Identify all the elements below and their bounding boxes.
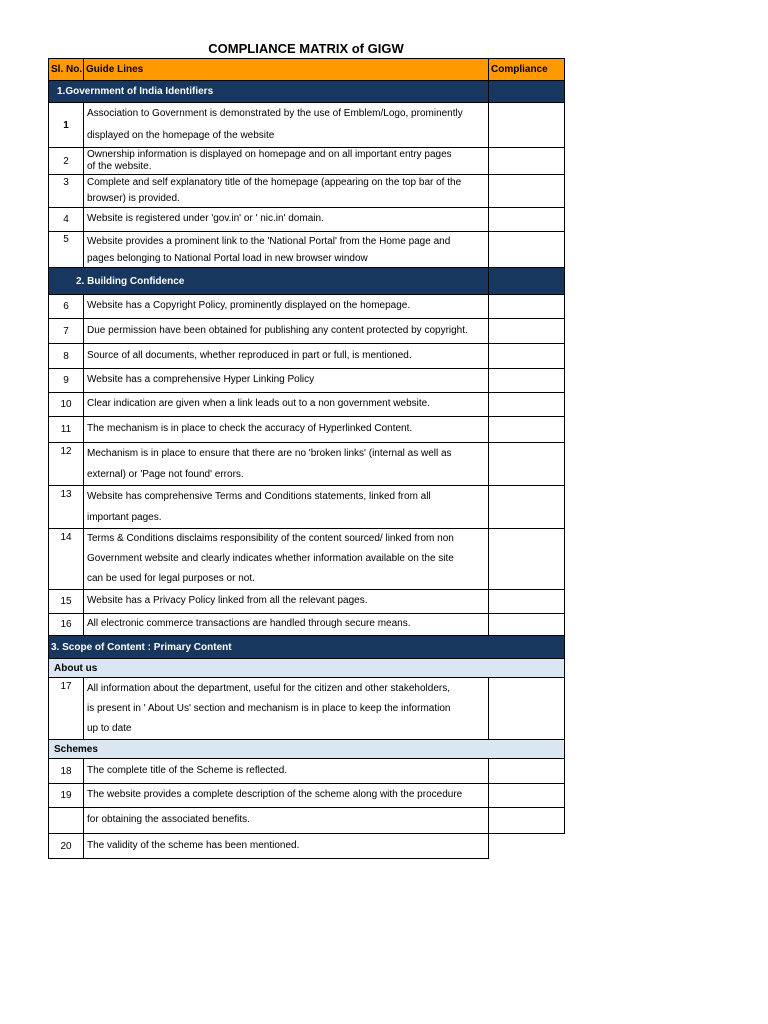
table-row <box>49 208 565 232</box>
compliance-cell[interactable] <box>489 103 565 148</box>
row-number: 15 <box>49 590 84 614</box>
row-line: Website has a Copyright Policy, prominently displayed on the homepage. <box>87 300 411 312</box>
header-compliance: Compliance <box>489 59 565 81</box>
compliance-cell[interactable] <box>489 678 565 740</box>
row-line: can be used for legal purposes or not. <box>87 573 255 584</box>
row-text <box>84 590 489 614</box>
table-row <box>49 369 565 393</box>
row-text <box>84 529 489 590</box>
section-label: 2. Building Confidence <box>49 268 489 295</box>
row-number: 19 <box>49 784 84 808</box>
row-line: Source of all documents, whether reproduced in part or full, is mentioned. <box>87 349 412 361</box>
row-line: is present in ' About Us' section and mechanism is in place to keep the information <box>87 702 451 714</box>
section-row-3 <box>49 636 565 659</box>
row-line: pages belonging to National Portal load in new browser window <box>87 252 368 264</box>
table-row <box>49 295 565 319</box>
header-row <box>49 59 565 81</box>
subsection-label: Schemes <box>49 740 489 759</box>
row-text <box>84 148 489 175</box>
compliance-cell[interactable] <box>489 834 565 859</box>
row-number: 4 <box>49 208 84 232</box>
compliance-cell[interactable] <box>489 443 565 486</box>
table-row <box>49 759 565 784</box>
row-text <box>84 295 489 319</box>
row-line: Mechanism is in place to ensure that there are no 'broken links' (internal as well as <box>87 448 452 459</box>
row-text <box>84 208 489 232</box>
row-line: The website provides a complete description of the scheme along with the procedure <box>87 789 463 801</box>
row-text <box>84 443 489 486</box>
row-line: displayed on the homepage of the website <box>87 130 275 141</box>
row-text <box>84 175 489 208</box>
compliance-cell[interactable] <box>489 759 565 784</box>
row-text <box>84 232 489 268</box>
row-number: 13 <box>49 486 84 529</box>
subsection-row-schemes <box>49 740 565 759</box>
table-row <box>49 486 565 529</box>
section-row-1 <box>49 81 565 103</box>
row-text <box>84 319 489 344</box>
row-number: 5 <box>49 232 84 268</box>
row-number: 16 <box>49 614 84 636</box>
row-line: Ownership information is displayed on homepage and on all important entry pages <box>87 148 452 160</box>
compliance-cell[interactable] <box>489 319 565 344</box>
row-line: Complete and self explanatory title of the homepage (appearing on the top bar of the <box>87 177 462 188</box>
table-row <box>49 834 565 859</box>
row-number: 12 <box>49 443 84 486</box>
header-guide-lines: Guide Lines <box>84 59 489 81</box>
row-number: 8 <box>49 344 84 369</box>
table-row <box>49 590 565 614</box>
row-line: Association to Government is demonstrated by the use of Emblem/Logo, prominently <box>87 108 463 119</box>
table-row <box>49 148 565 175</box>
table-row <box>49 103 565 148</box>
row-number: 18 <box>49 759 84 784</box>
compliance-cell[interactable] <box>489 232 565 268</box>
compliance-cell[interactable] <box>489 417 565 443</box>
row-text <box>84 344 489 369</box>
compliance-cell[interactable] <box>489 208 565 232</box>
compliance-cell[interactable] <box>489 175 565 208</box>
row-line: external) or 'Page not found' errors. <box>87 469 244 480</box>
row-number <box>49 808 84 834</box>
compliance-cell[interactable] <box>489 344 565 369</box>
row-number: 10 <box>49 393 84 417</box>
row-line: Website provides a prominent link to the 'National Portal' from the Home page and <box>87 235 451 247</box>
row-number: 14 <box>49 529 84 590</box>
row-number: 7 <box>49 319 84 344</box>
compliance-cell[interactable] <box>489 614 565 636</box>
table-row <box>49 808 565 834</box>
table-row <box>49 614 565 636</box>
section-label: 3. Scope of Content : Primary Content <box>49 636 565 659</box>
row-text <box>84 759 489 784</box>
row-line: The complete title of the Scheme is reflected. <box>87 764 288 776</box>
section-blank <box>489 81 565 103</box>
row-text <box>84 678 489 740</box>
subsection-label: About us <box>49 659 489 678</box>
row-line: All information about the department, useful for the citizen and other stakeholders, <box>87 682 450 694</box>
row-text <box>84 834 489 859</box>
row-line: Website is registered under 'gov.in' or ' nic.in' domain. <box>87 213 324 225</box>
row-line: Website has a comprehensive Hyper Linking Policy <box>87 374 315 386</box>
row-text <box>84 393 489 417</box>
row-line: Due permission have been obtained for publishing any content protected by copyright. <box>87 324 468 336</box>
compliance-cell[interactable] <box>489 808 565 834</box>
row-number: 6 <box>49 295 84 319</box>
compliance-cell[interactable] <box>489 590 565 614</box>
row-number: 20 <box>49 834 84 859</box>
table-row <box>49 393 565 417</box>
page-title: COMPLIANCE MATRIX of GIGW <box>208 41 404 56</box>
row-text <box>84 417 489 443</box>
row-line: Terms & Conditions disclaims responsibility of the content sourced/ linked from non <box>87 533 454 544</box>
row-text <box>84 784 489 808</box>
row-number: 3 <box>49 175 84 208</box>
row-line: Website has comprehensive Terms and Conditions statements, linked from all <box>87 491 431 502</box>
row-line: browser) is provided. <box>87 193 180 204</box>
table-row <box>49 232 565 268</box>
subsection-blank <box>489 659 565 678</box>
table-row <box>49 678 565 740</box>
row-number: 9 <box>49 369 84 393</box>
row-text <box>84 808 489 834</box>
compliance-cell[interactable] <box>489 369 565 393</box>
row-text <box>84 486 489 529</box>
compliance-cell[interactable] <box>489 148 565 175</box>
header-sl-no: Sl. No. <box>49 59 84 81</box>
subsection-blank <box>489 740 565 759</box>
section-row-2 <box>49 268 565 295</box>
section-blank <box>489 268 565 295</box>
table-row <box>49 417 565 443</box>
table-row <box>49 529 565 590</box>
table-row <box>49 319 565 344</box>
compliance-table <box>48 58 565 859</box>
subsection-row-about <box>49 659 565 678</box>
row-number: 17 <box>49 678 84 740</box>
row-line: Government website and clearly indicates whether information available on the site <box>87 553 454 564</box>
row-line: Website has a Privacy Policy linked from all the relevant pages. <box>87 595 368 607</box>
row-line: up to date <box>87 722 132 734</box>
row-line: for obtaining the associated benefits. <box>87 814 250 826</box>
row-line: The mechanism is in place to check the accuracy of Hyperlinked Content. <box>87 423 413 435</box>
row-number: 1 <box>49 103 84 148</box>
compliance-cell[interactable] <box>489 529 565 590</box>
row-number: 11 <box>49 417 84 443</box>
row-line: of the website. <box>87 161 152 172</box>
row-line: The validity of the scheme has been mentioned. <box>87 839 300 851</box>
row-line: important pages. <box>87 512 162 523</box>
row-text <box>84 103 489 148</box>
table-row <box>49 344 565 369</box>
row-text <box>84 614 489 636</box>
compliance-cell[interactable] <box>489 486 565 529</box>
row-line: Clear indication are given when a link leads out to a non government website. <box>87 398 430 410</box>
row-line: All electronic commerce transactions are handled through secure means. <box>87 618 411 630</box>
section-label: 1.Government of India Identifiers <box>49 81 489 103</box>
row-number: 2 <box>49 148 84 175</box>
compliance-cell[interactable] <box>489 393 565 417</box>
table-row <box>49 443 565 486</box>
compliance-cell[interactable] <box>489 784 565 808</box>
row-text <box>84 369 489 393</box>
compliance-cell[interactable] <box>489 295 565 319</box>
table-row <box>49 175 565 208</box>
table-row <box>49 784 565 808</box>
